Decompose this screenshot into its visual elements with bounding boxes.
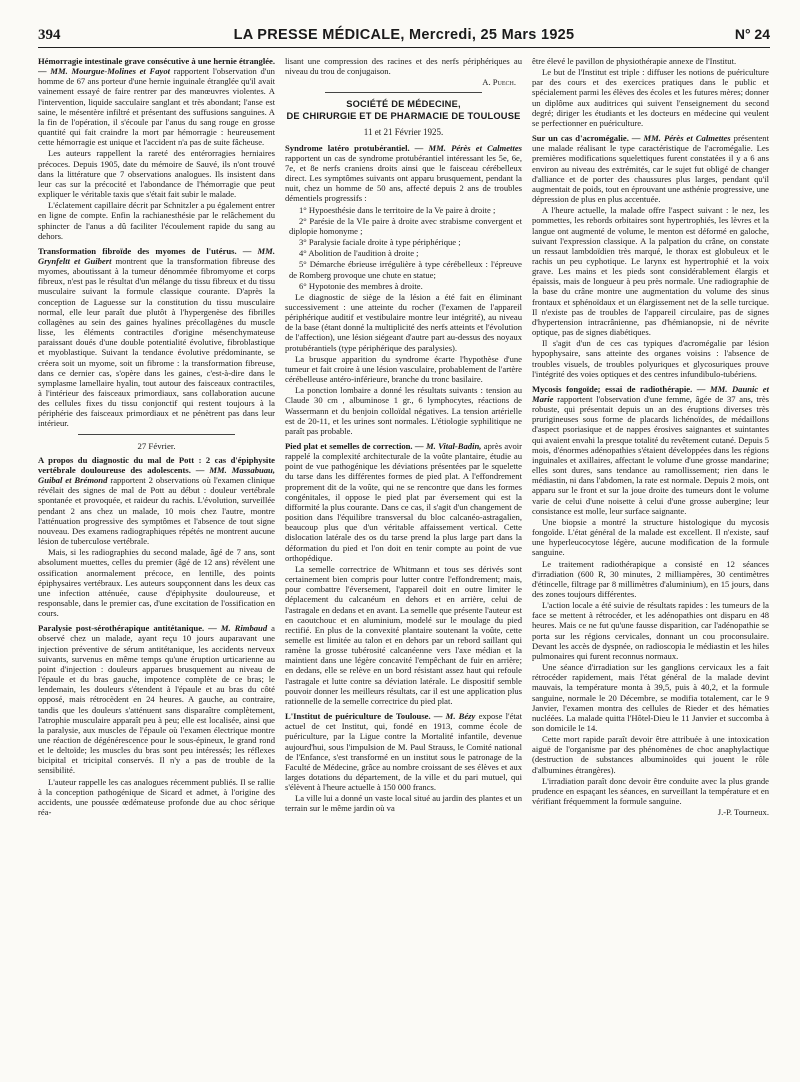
- article-title: Transformation fibroïde des myomes de l'utérus.: [38, 245, 237, 256]
- article-title: Hémorragie intestinale grave consécutive à une hernie étranglée.: [38, 56, 275, 66]
- paragraph: A l'heure actuelle, la malade offre l'aspect suivant : le nez, les pommettes, les rebords orbitaires sont hypertrophiés, les lèvres et la langue ont augmenté de volume, le menton est déformé en galoche, suivant l'expression classique. A la palpation du crâne, on constate un ressaut lambdoïdien très marqué, le thorax est globuleux et le rachis un peu cyphotique. Le larynx est hypertrophié et la voix grave. Les mains et les pieds sont considérablement élargis et épaissis, mais de longueur à peu près normale. Une radiographie de la base du crâne montre une augmentation du volume des sinus frontaux et sphénoïdaux et un élargissement net de la selle turcique. Il n'existe pas de troubles de l'appareil circulaire, pas de signes d'hypertension intracrânienne, pas d'hémianopsie, ni de névrite optique, pas de signes diabétiques.: [532, 205, 769, 338]
- article-title: L'Institut de puériculture de Toulouse.: [285, 711, 431, 722]
- paragraph: La ville lui a donné un vaste local situé au jardin des plantes et un terrain sur le même jardin où va: [285, 793, 522, 814]
- article-authors: — M. Rimbaud: [208, 623, 268, 634]
- list-item: 1° Hypoesthésie dans le territoire de la Ve paire à droite ;: [299, 204, 496, 215]
- article-body: après avoir rappelé la complexité architecturale de la voûte plantaire, étudie au point de vue pathogénique les déviations présentées par le squelette du tarse dans les différentes formes de pied plat. A l'effondrement proprement dit de la voûte, qui ne se rencontre que dans les formes congénitales, il oppose le pied plat par éversement qui est la difformité la plus courante. Dans ce cas, il s'agit d'un changement de position dans l'équilibre transversal du bloc calcanéo-astragalien, beaucoup plus que d'un véritable affaissement vertical. Cette dislocation latérale des os du tarse prend la plus large part dans la déformation du pied et l'on doit en tenir compte au point de vue orthopédique.: [285, 441, 522, 563]
- article-hernia: [38, 56, 275, 147]
- paragraph: Les auteurs rappellent la rareté des entérorragies herniaires précoces. Depuis 1905, date du mémoire de Sauvé, ils n'ont trouvé dans la littérature que 7 observations analogues. Ils insistent dans leur cas sur la précocité et l'abondance de l'hémorragie que peut expliquer le véritable taxis que s'était fait subir le malade.: [38, 148, 275, 200]
- page-header: [38, 26, 770, 48]
- article-authors: — MM. Massabuau, Guibal et Brémond: [38, 464, 275, 486]
- paragraph: Une biopsie a montré la structure histologique du mycosis fongoïde. L'état général de la malade est excellent. Il n'existe, sauf une hyperleucocytose légère, aucune modification de la formule sanguine.: [532, 516, 769, 558]
- article-pott: [38, 455, 275, 546]
- article-columns: [38, 56, 770, 1066]
- article-institut: [285, 711, 522, 792]
- list-item: 6° Hypotonie des membres à droite.: [299, 280, 423, 291]
- paragraph: L'action locale a été suivie de résultats rapides : les tumeurs de la face se mettent à rétrocéder, et les adénopathies ont disparu en 48 heures. Mais ce ne fut qu'une fausse disparition, car l'adénopathie se porta sur les régions cervicales, donnant un cou proconsulaire. Devant les accès de dyspnée, on radioscopia le médiastin et les hiles pulmonaires qui furent reconnus normaux.: [532, 600, 769, 661]
- paragraph: Mais, si les radiographies du second malade, âgé de 7 ans, sont absolument muettes, celles du premier (âgé de 12 ans) révèlent une ossification anormalement précoce, en lentille, des points épiphysaires vertébraux. Les auteurs soupçonnent dans les deux cas une infection atténuée, cause d'épiphysite douloureuse, et responsable, dans le premier cas, d'une excitation de l'ossification en cours.: [38, 547, 275, 619]
- list-item: 5° Démarche ébrieuse irrégulière à type cérébelleux : l'épreuve de Romberg provoque une chute en statue;: [289, 259, 522, 280]
- article-authors: — MM. Pérès et Calmettes: [414, 142, 522, 153]
- article-authors: — MM. Grynfeltt et Guibert: [38, 245, 275, 266]
- article-title: Mycosis fongoïde; essai de radiothérapie.: [532, 383, 693, 394]
- column-left: [38, 56, 275, 1066]
- list-item: 4° Abolition de l'audition à droite ;: [299, 248, 419, 259]
- article-body: rapportent 2 observations où l'examen clinique révélait des signes de mal de Pott au début : douleur vertébrale spontanée et provoquée, et raideur du rachis. L'évolution, surveillée pendant 2 ans chez un malade, 10 mois chez l'autre, montre l'atténuation progressive des symptômes et l'absence de tout signe nouveau. Des examens radiographiques répétés ne montrent aucune lésion de tuberculose vertébrale.: [38, 475, 275, 547]
- article-authors: — MM. Pérès et Calmettes: [631, 133, 731, 144]
- issue-number: N° 24: [734, 26, 770, 42]
- article-body: rapportent l'observation d'un homme de 67 ans porteur d'une hernie inguinale étranglée qu'il avait vainement essayé de faire rentrer par des manœuvres violentes. A l'intervention, liquide sacculaire sanglant et très abondant; l'anse est saine, le mésentère infiltré et présentant des suffusions sanguines. A la fin de l'opération, il s'écoule par l'anus du sang rouge en grosse quantité qui fait craindre la mort par hémorragie : heureusement cette hémorragie est unique et l'accident n'a pas de suite fâcheuse.: [38, 66, 275, 148]
- divider: [325, 92, 482, 93]
- article-authors: — MM. Mourgue-Molines et Fayot: [38, 66, 171, 77]
- paragraph: La brusque apparition du syndrome écarte l'hypothèse d'une tumeur et fait croire à une lésion vasculaire, probablement de l'artère cérébelleuse antéro-inférieure, branche du tronc basilaire.: [285, 353, 522, 385]
- column-right: [532, 56, 769, 1066]
- running-title: LA PRESSE MÉDICALE, Mercredi, 25 Mars 1925: [233, 27, 575, 43]
- article-title: Sur un cas d'acromégalie.: [532, 133, 629, 144]
- society-title: [285, 98, 522, 122]
- article-body: expose l'état actuel de cet Institut, qui, fondé en 1913, comme école de puériculture, par la Ligue contre la Mortalité infantile, devenue aujourd'hui, sous l'impulsion de M. Paul Strauss, le Comité national de l'Enfance, s'est transformé en un institut sous le patronage de la Faculté de Médecine, grâce au nombre croissant de ses élèves et aux larges dotations du département, de la ville et du pari mutuel, qui s'élèvent à l'heure actuelle à 150 000 francs.: [285, 711, 522, 793]
- paragraph: Il s'agit d'un de ces cas typiques d'acromégalie par lésion hypophysaire, sans atteinte des organes voisins : l'absence de troubles visuels, de troubles polyuriques et glycosuriques prouve l'intégrité des voies optiques et des centres infundibulo-tubériens.: [532, 338, 769, 379]
- paragraph: Le diagnostic de siège de la lésion a été fait en éliminant successivement : une atteinte du rocher (l'examen de l'appareil périphérique auditif et vestibulaire montre leur intégrité), au niveau de la base (étant donné la multiplicité des nerfs atteints et l'évolution de l'affection), une lésion siégeant d'autre part au-dessus des noyaux protubérantiels (type périphérique des paralysies).: [285, 291, 522, 353]
- paragraph: L'irradiation paraît donc devoir être conduite avec la plus grande prudence en espaçant les séances, en surveillant la température et en vérifiant fréquemment la formule sanguine.: [532, 775, 769, 807]
- signature: A. Puech.: [482, 77, 516, 88]
- article-body: rapportent un cas de syndrome protubérantiel intéressant les 5e, 6e, 7e, et 8e nerfs craniens droits ainsi que le faisceau cérébelleux direct. Les symptômes suivants ont apparu brusquement, pendant la nuit, chez un homme de 50 ans, affecté depuis 2 ans de troubles démentiels progressifs :: [285, 152, 522, 204]
- society-date: 11 et 21 Février 1925.: [363, 127, 444, 138]
- article-body: a observé chez un malade, ayant reçu 10 jours auparavant une injection préventive de sérum antitétanique, les accidents nerveux suivants, survenus en même temps qu'une éruption urticarienne au point d'injection : douleurs apparues brusquement au niveau de l'épaule et du bras gauche, impotence complète de ce bras; le lendemain, les douleurs s'étendent à l'épaule et au bras du côté opposé, mais rétrocèdent en 24 heures. A gauche, au contraire, tandis que les douleurs s'atténuent sans disparaître complètement, l'atrophie musculaire apparaît peu à peu; elle est localisée, ainsi que la paralysie, aux muscles de l'épaule où l'examen électrique montre une réaction de dégénérescence pour le sous-épineux, le grand rond et le deltoïde; les muscles du bras sont peu intéressés; les réflexes bicipital et tricipital conservés. Il n'y a pas de trouble de la sensibilité.: [38, 623, 275, 776]
- paragraph: lisant une compression des racines et des nerfs périphériques au niveau du trou de conjugaison.: [285, 56, 522, 77]
- paragraph: L'éclatement capillaire décrit par Schnitzler a pu également entrer en ligne de compte. Enfin la rachianesthésie par le relâchement du sphincter de l'anus a dû faciliter l'écoulement rapide du sang au dehors.: [38, 200, 275, 241]
- paragraph: Cette mort rapide paraît devoir être attribuée à une intoxication aiguë de l'organisme par des phénomènes de choc anaphylactique (destruction de substances albuminoïdes qui jouent le rôle d'albumines étrangères).: [532, 734, 769, 775]
- session-date: 27 Février.: [137, 440, 176, 451]
- signature: J.-P. Tourneux.: [717, 807, 769, 818]
- article-myomes: [38, 246, 275, 429]
- article-title: Pied plat et semelles de correction.: [285, 441, 413, 451]
- article-title: A propos du diagnostic du mal de Pott : 2 cas d'épiphysite vertébrale douloureuse des adolescents.: [38, 454, 275, 475]
- article-title: Paralysie post-sérothérapique antitétanique.: [38, 623, 205, 634]
- article-syndrome: [285, 143, 522, 204]
- paragraph: La semelle correctrice de Whitmann et tous ses dérivés sont certainement bien compris pour lutter contre l'effondrement; mais, pour combattre l'éversement, l'appareil doit en outre limiter le déplacement du calcanéum en dehors et en arrière, celui de l'astragale en dedans et en avant. La semelle que présente l'auteur est en caoutchouc et en aluminium, modelé sur le moulage du pied rectifié. En plus de la convexité plantaire soutenant la voûte, cette semelle est limitée au talon et en dehors par un rebord saillant qui ramène la grosse tubérosité calcanéenne vers l'axe médian et la maintient dans une légère concavité l'empêchant de fuir en arrière; en dedans, elle se relève en un bord résistant assez haut qui refoule l'astragale et lutte contre sa déviation latérale. Le dispositif semble pouvoir donner les meilleurs résultats, car il est une application plus rationnelle de la semelle correctrice du pied plat.: [285, 563, 522, 706]
- column-middle: [285, 56, 522, 1066]
- article-authors: — MM. Daunic et Marie: [532, 383, 769, 404]
- article-authors: — M. Bézy: [433, 711, 476, 722]
- paragraph: Le but de l'Institut est triple : diffuser les notions de puériculture par des cours et des exercices pratiques dans le public et spécialement parmi les élèves des écoles et les futures mères; donner un diplôme aux auditrices qui suivent l'enseignement du second degré; diriger les étudiants et les docteurs en médecine qui veulent se perfectionner en puériculture.: [532, 67, 769, 128]
- article-body: rapportent l'observation d'une femme, âgée de 37 ans, très robuste, qui présentait depuis un an des éruptions diverses très prurigineuses sous forme de placards lichénoïdes, de médaillons d'aspect psoriasique et de nappes érosives saignantes et suintantes qui avaient envahi la presque totalité du revêtement cutané. Depuis 5 mois, d'énormes adénopathies s'étaient développées dans les régions inguinales et axillaires, affectant le volume d'une grosse mandarine; elles sont dures, sans tendance au ramollissement; rien dans le médiastin, ni dans l'abdomen, la rate est normale. Depuis 2 mois, ont apparu sur le front et sur la joue droite des tumeurs dont le volume varie de celui d'une noisette à celui d'une grosse aubergine; leur consistance est molle, leur surface saignante.: [532, 394, 769, 516]
- society-title-line-2: DE CHIRURGIE ET DE PHARMACIE DE TOULOUSE: [286, 111, 521, 122]
- divider: [78, 434, 235, 435]
- article-mycosis: [532, 384, 769, 516]
- paragraph: Le traitement radiothérapique a consisté en 12 séances d'irradiation (600 R, 30 minutes, 2 milliampères, 30 centimètres d'étincelle, filtrage par 8 millimètres d'aluminium), en 15 jours, dans des zones toujours différentes.: [532, 558, 769, 599]
- article-authors: — M. Vital-Badin,: [414, 441, 482, 451]
- paragraph: L'auteur rappelle les cas analogues récemment publiés. Il se rallie à la conception pathogénique de Sicard et admet, à l'origine des accidents, une poussée œdémateuse profonde due au choc sérique réa-: [38, 776, 275, 818]
- article-body: présentent une malade réalisant le type caractéristique de l'acromégalie. Les premières modifications squelettiques furent constatées il y a 6 ans environ au niveau des extrémités, car le sujet fut obligé de changer d'alliance et de porter des chaussures plus larges, pendant qu'il augmentait de poids, tout en éprouvant une asthénie progressive, une dépression de plus en plus accentuée.: [532, 133, 769, 205]
- article-paralysie: [38, 623, 275, 775]
- article-body: montrent que la transformation fibreuse des myomes, aboutissant à la tumeur dénommée fibromyome et corps fibreux, n'est pas le résultat d'un mélange du tissu fibreux et du tissu musculaire suivant la formule classique courante. D'après la conception de Laguesse sur la constitution du tissu musculaire normal, elle leur paraît due plutôt à l'hypergenèse des fibrilles collagènes au sein des gaines hyalines précollagènes du muscle lisse, les éléments contractiles d'origine mésenchymateuse paraissant doués d'une double potentialité évolutive, fibroblastique et myoblastique. Suivant la tendance évolutive prédominante, se créera soit un myome, soit un fibrome : la transformation fibreuse, dans ce dernier cas, s'opère dans les gaines, c'est-à-dire dans le symplasme lamellaire hyalin, tout autour des faisceaux contractiles, à l'intérieur des faisceaux primordiaux, sans collaboration aucune des cellules fixes du tissu conjonctif qui restent toujours à la périphérie des faisceaux primordiaux et ne pénètrent pas dans leur intérieur.: [38, 255, 275, 429]
- article-title: Syndrome latéro protubérantiel.: [285, 142, 410, 153]
- article-acromegalie: [532, 133, 769, 204]
- paragraph: être élevé le pavillon de physiothérapie annexe de l'Institut.: [532, 56, 737, 66]
- article-pied-plat: [285, 441, 522, 563]
- list-item: 2° Parésie de la VIe paire à droite avec strabisme convergent et diplopie homonyme ;: [289, 215, 522, 236]
- paragraph: Une séance d'irradiation sur les ganglions cervicaux les a fait rétrocéder rapidement, mais l'état général de la malade devint mauvais, la température monta à 39,5, puis à 40,2, et la formule sanguine, normale le 20 Décembre, se modifia totalement, car le 9 Janvier, l'examen montra des cellules de Rieder et des hématies nucléées. La malade quitta l'Hôtel-Dieu le 11 Janvier et succomba à son domicile le 14.: [532, 662, 769, 733]
- page-number: 394: [38, 27, 61, 43]
- society-title-line-1: SOCIÉTÉ DE MÉDECINE,: [346, 99, 461, 110]
- paragraph: La ponction lombaire a donné les résultats suivants : tension au Claude 30 cm , albuminose 1 gr., 6 lymphocytes, réactions de Wassermann et du benjoin colloïdal négatives. La tension artérielle est de 20-11, et les urines sont normales. L'étiologie syphilitique ne paraît pas probable.: [285, 385, 522, 436]
- list-item: 3° Paralysie faciale droite à type périphérique ;: [299, 237, 461, 248]
